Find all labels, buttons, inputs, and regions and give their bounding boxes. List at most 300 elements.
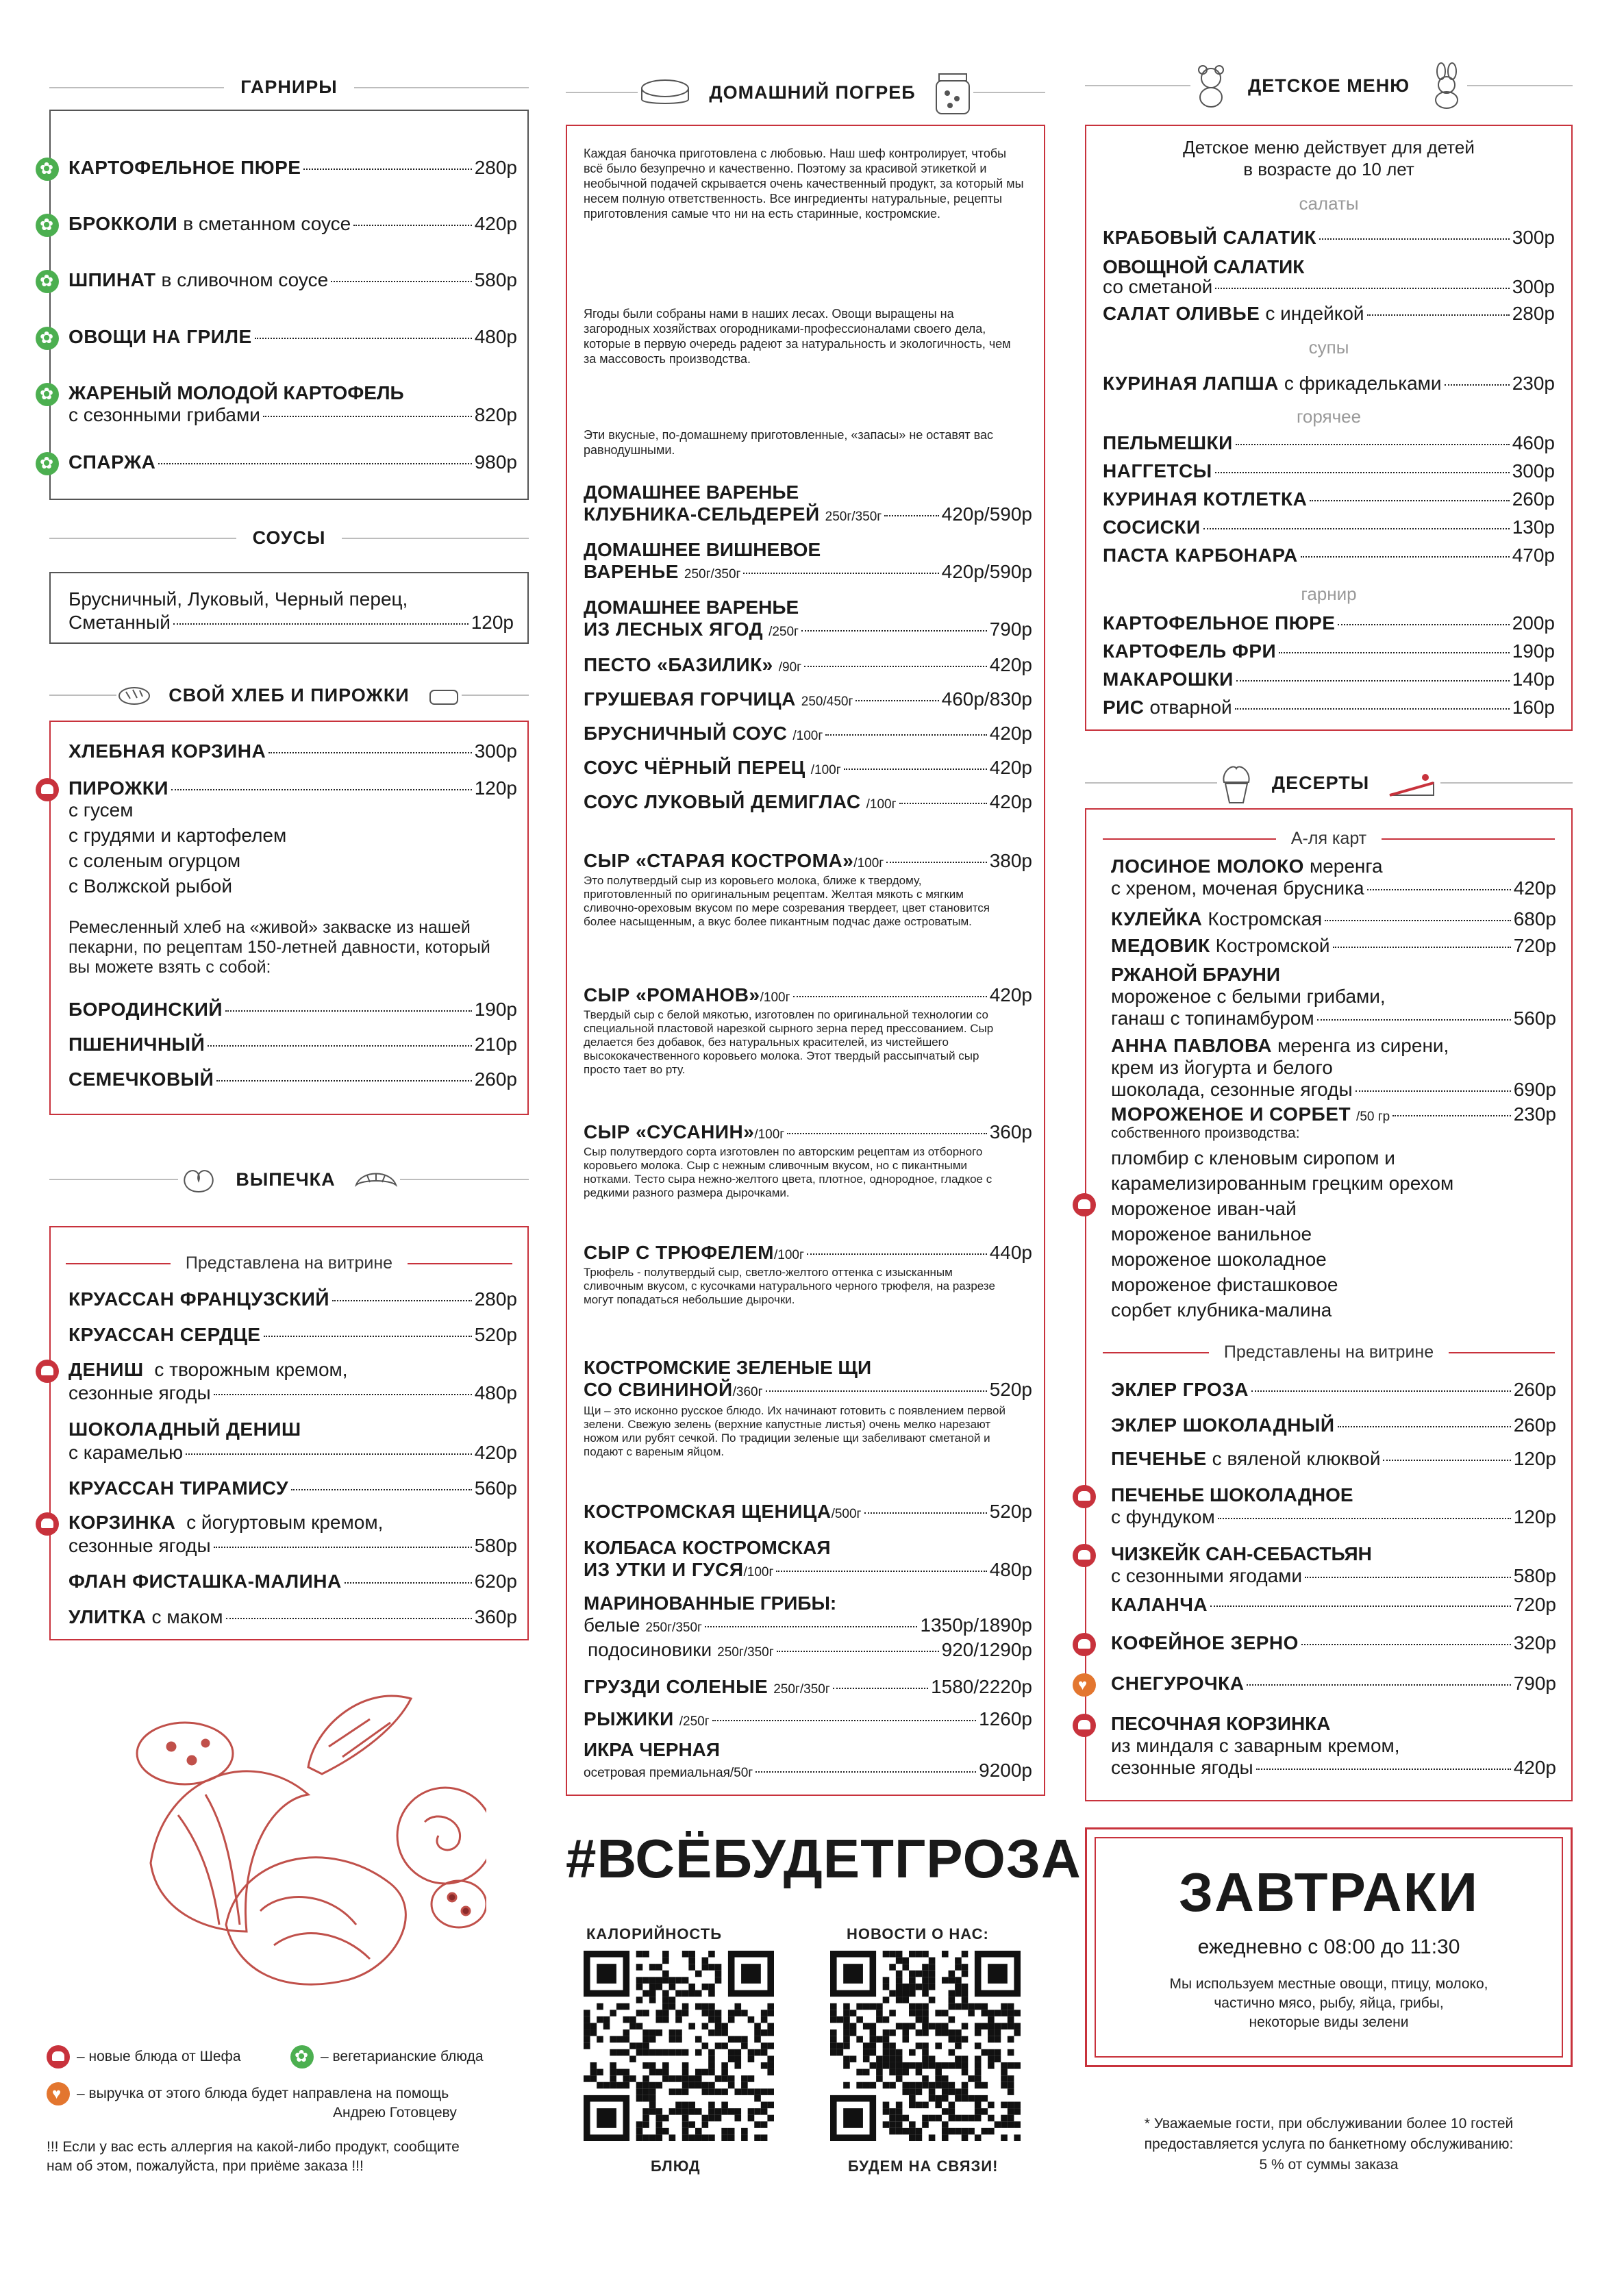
menu-item	[1111, 1414, 1556, 1437]
category-label: горячее	[1296, 406, 1362, 427]
item-name: ФЛАН ФИСТАШКА-МАЛИНА	[68, 1571, 342, 1592]
item-price: 300р	[1512, 460, 1555, 482]
dot-leader	[1392, 1115, 1510, 1116]
item-name: ПЕЧЕНЬЕ	[1111, 1448, 1207, 1469]
menu-item	[68, 1605, 517, 1629]
item-name: ЭКЛЕР ГРОЗА	[1111, 1379, 1249, 1400]
item-weight: 250/450г	[801, 695, 853, 709]
dot-leader	[864, 1512, 987, 1514]
ice-flavor: мороженое фисташковое	[1111, 1274, 1338, 1295]
dot-leader	[1367, 314, 1510, 316]
dot-leader	[331, 281, 472, 282]
item-name: КРУАССАН ФРАНЦУЗСКИЙ	[68, 1288, 330, 1310]
dot-leader	[345, 1582, 472, 1584]
menu-item	[584, 1500, 1032, 1526]
menu-item	[1111, 1564, 1556, 1588]
menu-item	[68, 451, 517, 474]
item-name: КАРТОФЕЛЬНОЕ ПЮРЕ	[1103, 612, 1336, 634]
vegetarian-icon	[36, 383, 59, 406]
bread-icon	[116, 684, 152, 707]
section-title: СВОЙ ХЛЕБ И ПИРОЖКИ	[168, 684, 410, 705]
item-price: 360р	[474, 1606, 517, 1627]
menu-item	[1103, 696, 1555, 719]
hleb-note: Ремесленный хлеб на «живой» закваске из нашей пекарни, по рецептам 150-летней давности, который вы можете взять с собой:	[68, 918, 490, 977]
item-price: 720р	[1513, 935, 1556, 956]
pastry-illustration	[103, 1637, 486, 2021]
menu-item	[584, 756, 1032, 782]
item-price: 690р	[1513, 1079, 1556, 1100]
dot-leader	[263, 416, 472, 417]
menu-item	[1111, 1378, 1556, 1401]
item-name: САЛАТ ОЛИВЬЕ	[1103, 303, 1260, 324]
dot-leader	[787, 1133, 986, 1134]
dot-leader	[1247, 1684, 1510, 1686]
subtitle: Представлены на витрине	[1223, 1342, 1434, 1362]
section-title: ДОМАШНИЙ ПОГРЕБ	[709, 82, 916, 103]
item-price: 580р	[1513, 1565, 1556, 1586]
item-price: 280р	[474, 1288, 517, 1310]
item-price: 480р	[989, 1559, 1032, 1580]
section-header-sousy	[49, 527, 529, 549]
dot-leader	[291, 1489, 472, 1490]
dot-leader	[1305, 1577, 1511, 1578]
cake-slice-icon	[1386, 762, 1440, 803]
item-price: 420р	[989, 791, 1032, 812]
item-name: белые	[584, 1614, 640, 1636]
pretzel-icon	[178, 1164, 219, 1195]
item-weight: /250г	[769, 625, 799, 639]
item-price: 1260р	[979, 1708, 1032, 1729]
hashtag: #ВСЁБУДЕТГРОЗА	[566, 1828, 1082, 1889]
item-price: 120р	[1513, 1448, 1556, 1469]
item-desc: со сметаной	[1103, 276, 1213, 297]
dot-leader	[1301, 1644, 1511, 1645]
dot-leader	[743, 573, 938, 574]
item-name: КЛУБНИКА-СЕЛЬДЕРЕЙ	[584, 503, 820, 525]
item-name: БРОККОЛИ	[68, 213, 178, 234]
item-name: ВАРЕНЬЕ	[584, 561, 679, 582]
dot-leader	[1256, 1769, 1511, 1770]
dot-leader	[844, 768, 987, 770]
dot-leader	[833, 1688, 928, 1689]
item-price: 9200р	[979, 1760, 1032, 1781]
item-desc: Костромской	[1215, 935, 1330, 956]
item-price: 520р	[474, 1324, 517, 1345]
item-desc: собственного производства:	[1111, 1125, 1300, 1141]
item-name: КАРТОФЕЛЬ ФРИ	[1103, 640, 1277, 662]
deserty-vitrina	[1103, 1342, 1555, 1362]
loaf-icon	[426, 684, 462, 707]
qr-left-top: КАЛОРИЙНОСТЬ	[586, 1925, 723, 1942]
section-title: ВЫПЕЧКА	[236, 1169, 336, 1190]
dot-leader	[1319, 238, 1510, 240]
item-name-row	[68, 1418, 301, 1441]
vegetarian-icon	[36, 270, 59, 293]
section-title: СОУСЫ	[252, 527, 326, 548]
item-name: КАРТОФЕЛЬНОЕ ПЮРЕ	[68, 157, 301, 178]
menu-item	[1103, 612, 1555, 635]
item-weight: /360г	[732, 1385, 763, 1399]
deserty-alacarte	[1103, 829, 1555, 849]
item-name: КРУАССАН ТИРАМИСУ	[68, 1477, 289, 1499]
charity-icon	[1073, 1673, 1096, 1697]
zavtraki-note2: частично мясо, рыбу, яйца, грибы,	[1214, 1995, 1444, 2011]
item-name: РЫЖИКИ	[584, 1708, 674, 1729]
ice-flavor: мороженое иван-чай	[1111, 1198, 1297, 1219]
dot-leader	[208, 1045, 471, 1047]
dot-leader	[855, 700, 938, 701]
item-price: 380р	[989, 850, 1032, 871]
category-label: супы	[1308, 337, 1349, 358]
item-price: 620р	[474, 1571, 517, 1592]
dot-leader	[1356, 1090, 1511, 1092]
dot-leader	[899, 803, 987, 804]
item-name: СОСИСКИ	[1103, 516, 1201, 538]
item-name: ОВОЩИ НА ГРИЛЕ	[68, 326, 252, 347]
item-name: СПАРЖА	[68, 451, 156, 473]
chef-new-icon	[1073, 1714, 1096, 1737]
item-price: 420р	[989, 654, 1032, 675]
dot-leader	[1215, 472, 1510, 473]
dot-leader	[777, 1651, 939, 1652]
menu-item	[1103, 544, 1555, 567]
allergy-line2: нам об этом, пожалуйста, при приёме заказа !!!	[47, 2158, 364, 2174]
item-name: КУЛЕЙКА	[1111, 908, 1203, 929]
item-name: КОСТРОМСКАЯ ЩЕНИЦА	[584, 1501, 832, 1522]
item-desc: осетровая премиальная/50г	[584, 1766, 753, 1780]
item-desc: Костромская	[1208, 908, 1323, 929]
dot-leader	[755, 1771, 976, 1773]
item-name: БОРОДИНСКИЙ	[68, 999, 223, 1020]
item-desc: с фундуком	[1111, 1506, 1215, 1527]
item-name: ИЗ ЛЕСНЫХ ЯГОД	[584, 618, 764, 640]
item-weight: 250г/350г	[825, 510, 882, 524]
item-weight: /500г	[831, 1507, 862, 1521]
item-desc: с йогуртовым кремом,	[181, 1512, 384, 1533]
menu-item	[1103, 668, 1555, 691]
menu-item	[584, 1558, 1032, 1584]
menu-item	[68, 1477, 517, 1500]
dot-leader	[1203, 528, 1510, 529]
dot-leader	[712, 1720, 976, 1721]
kids-intro1: Детское меню действует для детей	[1183, 137, 1475, 158]
item-price: 470р	[1512, 545, 1555, 566]
item-name: СЫР С ТРЮФЕЛЕМ	[584, 1242, 774, 1263]
chef-new-icon	[47, 2045, 70, 2069]
item-weight: /100г	[760, 990, 790, 1005]
pirozhki-filling: с соленым огурцом	[68, 850, 241, 871]
item-desc: с творожным кремом,	[149, 1359, 348, 1380]
item-name: БРУСНИЧНЫЙ СОУС	[584, 723, 788, 744]
dot-leader	[214, 1394, 472, 1395]
menu-item	[584, 688, 1032, 714]
item-price: 790р	[1513, 1673, 1556, 1694]
item-name: ПЕЧЕНЬЕ ШОКОЛАДНОЕ	[1111, 1484, 1353, 1505]
section-title: ДЕСЕРТЫ	[1271, 772, 1370, 793]
dot-leader	[1383, 1460, 1510, 1461]
menu-item	[1103, 640, 1555, 663]
item-desc: отварной	[1149, 697, 1232, 718]
item-price: 230р	[1512, 373, 1555, 394]
dot-leader	[807, 1253, 987, 1255]
item-price: 420р	[1513, 1757, 1556, 1778]
pirozhki-filling: с Волжской рыбой	[68, 875, 232, 897]
item-name: ДЕНИШ	[68, 1359, 144, 1380]
dot-leader	[1317, 1019, 1511, 1021]
dot-leader	[1236, 444, 1510, 445]
item-price: 460р	[1512, 432, 1555, 453]
item-price: 190р	[474, 999, 517, 1020]
dot-leader	[216, 1080, 472, 1082]
section-title: ГАРНИРЫ	[240, 77, 338, 97]
item-name: ШПИНАТ	[68, 269, 156, 290]
vegetarian-icon	[36, 452, 59, 475]
item-name: СО СВИНИНОЙ	[584, 1379, 733, 1400]
item-price: 260р	[1513, 1414, 1556, 1436]
item-price: 520р	[989, 1379, 1032, 1400]
menu-item	[1111, 908, 1556, 931]
menu-item	[584, 1759, 1032, 1785]
item-name: ГРУЗДИ СОЛЕНЫЕ	[584, 1676, 769, 1697]
menu-item	[1111, 1593, 1556, 1616]
chef-new-icon	[36, 778, 59, 801]
chef-new-icon	[1073, 1485, 1096, 1508]
menu-item	[68, 998, 517, 1021]
item-price: 420р/590р	[941, 561, 1032, 582]
item-desc: сезонные ягоды	[1111, 1757, 1253, 1778]
item-weight: /100г	[853, 856, 884, 871]
item-name: ШОКОЛАДНЫЙ ДЕНИШ	[68, 1419, 301, 1440]
item-price: 790р	[989, 618, 1032, 640]
legend-chef: – новые блюда от Шефа	[77, 2049, 241, 2064]
menu-item	[584, 503, 1032, 529]
sousy-line1: Брусничный, Луковый, Черный перец,	[68, 588, 408, 610]
item-price: 230р	[1513, 1103, 1556, 1125]
item-desc: крем из йогурта и белого	[1111, 1057, 1333, 1078]
menu-item	[1111, 877, 1556, 900]
dot-leader	[1325, 920, 1511, 921]
vypechka-subtitle	[66, 1253, 512, 1273]
item-weight: /100г	[810, 763, 841, 777]
section-header-kids	[1085, 62, 1573, 110]
item-price: 580р	[474, 269, 517, 290]
menu-item	[68, 1382, 517, 1405]
item-name: ХЛЕБНАЯ КОРЗИНА	[68, 740, 266, 762]
item-name-row	[68, 1511, 383, 1534]
item-weight: /100г	[792, 729, 823, 743]
qr-code-calories[interactable]	[584, 1951, 774, 2141]
menu-item	[68, 212, 517, 236]
dot-leader	[1210, 1605, 1511, 1607]
item-name: ПЕСТО «БАЗИЛИК»	[584, 654, 773, 675]
vegetarian-icon	[36, 327, 59, 350]
chef-new-icon	[1073, 1193, 1096, 1216]
item-name: ЧИЗКЕЙК САН-СЕБАСТЬЯН	[1111, 1543, 1372, 1564]
zavtraki-title: ЗАВТРАКИ	[1179, 1862, 1479, 1923]
item-name: МАКАРОШКИ	[1103, 668, 1234, 690]
item-desc: с сезонными грибами	[68, 404, 260, 425]
section-header-pogreb	[566, 68, 1045, 116]
section-header-vypechka	[49, 1164, 529, 1195]
item-name-row	[1111, 1034, 1449, 1058]
qr-right-bottom: БУДЕМ НА СВЯЗИ!	[848, 2158, 999, 2175]
menu-item	[1111, 1632, 1556, 1655]
menu-item	[68, 268, 517, 292]
item-price: 140р	[1512, 668, 1555, 690]
dot-leader	[1445, 384, 1510, 386]
item-name: СЫР «СТАРАЯ КОСТРОМА»	[584, 850, 854, 871]
banquet-line1: * Уважаемые гости, при обслуживании более 10 гостей	[1144, 2116, 1514, 2132]
item-desc: с фрикадельками	[1284, 373, 1442, 394]
category-label: гарнир	[1301, 584, 1357, 604]
item-desc: с сезонными ягодами	[1111, 1565, 1303, 1586]
item-price: 120р	[474, 777, 517, 799]
item-name: МЕДОВИК	[1111, 935, 1210, 956]
item-price: 460р/830р	[941, 688, 1032, 710]
menu-item	[584, 722, 1032, 748]
divider	[1103, 1352, 1209, 1353]
item-desc: мороженое с белыми грибами,	[1111, 986, 1386, 1007]
dot-leader	[303, 168, 471, 170]
menu-item	[68, 1288, 517, 1311]
section-title: ДЕТСКОЕ МЕНЮ	[1247, 75, 1410, 96]
dot-leader	[1367, 889, 1511, 890]
dot-leader	[1218, 1518, 1511, 1519]
dot-leader	[226, 1618, 472, 1619]
jar-icon	[932, 68, 973, 116]
item-price: 300р	[1512, 227, 1555, 248]
vegetarian-icon	[290, 2045, 314, 2069]
menu-item	[1103, 226, 1555, 249]
item-price: 520р	[989, 1501, 1032, 1522]
item-desc-line2: с карамелью	[68, 1442, 184, 1463]
menu-item	[68, 403, 517, 427]
ice-flavor: мороженое ванильное	[1111, 1223, 1312, 1245]
item-desc: Твердый сыр с белой мякотью, изготовлен по оригинальной технологии со специальной пластовой нарезкой сырного зерна перед прессованием. Сыр делается без добавок, без натуральных красителей, из чистейшего высококачественного коровьего молока. Этот твердый рассыпчатый сыр просто тает во рту.	[584, 1008, 994, 1076]
menu-item	[68, 1570, 517, 1593]
item-name: РИС	[1103, 697, 1145, 718]
dot-leader	[825, 734, 986, 736]
teddy-bear-icon	[1190, 62, 1232, 110]
menu-item	[1111, 1447, 1556, 1471]
item-price: 420р	[989, 984, 1032, 1005]
pogreb-intro2: Ягоды были собраны нами в наших лесах. Овощи выращены на загородных хозяйствах огородниками-профессионалами своего дела, которые в первую очередь радеют за натуральность и экологичность, чем за массовость производства.	[584, 307, 1011, 366]
item-name: КУРИНАЯ ЛАПША	[1103, 373, 1279, 394]
ice-flavor: карамелизированным грецким орехом	[1111, 1173, 1454, 1194]
menu-item	[584, 849, 1032, 875]
item-name: КРУАССАН СЕРДЦЕ	[68, 1324, 261, 1345]
item-desc: в сметанном соусе	[183, 213, 351, 234]
menu-item	[1111, 1078, 1556, 1101]
bunny-icon	[1426, 62, 1467, 110]
dot-leader	[353, 225, 471, 226]
item-name: ПЕСОЧНАЯ КОРЗИНКА	[1111, 1713, 1331, 1734]
section-header-garniry	[49, 77, 529, 98]
item-price: 320р	[1513, 1632, 1556, 1653]
hleb-pirozhki	[68, 777, 517, 800]
item-desc: Сыр полутвердого сорта изготовлен по авторским рецептам из отборного коровьего молока. Сыр с нежным сливочным вкусом, но с пикантными нотками. Тесто сыра нежно-желтого цвета, плотное, однородное, гладкое с редкими разного размера дырочками.	[584, 1145, 992, 1199]
item-price: 260р	[1513, 1379, 1556, 1400]
legend-veg: – вегетарианские блюда	[321, 2049, 484, 2064]
divider	[1449, 1352, 1555, 1353]
item-price: 120р	[1513, 1506, 1556, 1527]
charity-icon	[47, 2082, 70, 2105]
item-price: 440р	[989, 1242, 1032, 1263]
item-price: 420р	[989, 723, 1032, 744]
ice-flavor: пломбир с кленовым сиропом и	[1111, 1147, 1395, 1169]
item-name-line1: ДОМАШНЕЕ ВАРЕНЬЕ	[584, 482, 799, 503]
item-price: 360р	[989, 1121, 1032, 1142]
item-weight: 250г/350г	[645, 1621, 702, 1635]
menu-item	[68, 156, 517, 179]
item-name: СОУС ЧЁРНЫЙ ПЕРЕЦ	[584, 757, 805, 778]
item-name: СЫР «РОМАНОВ»	[584, 984, 760, 1005]
item-desc: шоколада, сезонные ягоды	[1111, 1079, 1353, 1100]
dot-leader	[1215, 288, 1509, 289]
cheese-icon	[638, 72, 692, 113]
item-name: НАГГЕТСЫ	[1103, 460, 1212, 482]
menu-item	[588, 1638, 1032, 1664]
menu-item	[68, 1323, 517, 1347]
qr-code-news[interactable]	[830, 1951, 1021, 2141]
sousy-line2	[68, 611, 514, 634]
category-label: салаты	[1299, 193, 1359, 214]
item-weight: 250г/350г	[773, 1682, 830, 1697]
item-desc: меренга	[1309, 855, 1383, 877]
sousy-name: Сметанный	[68, 612, 171, 633]
dot-leader	[255, 338, 472, 339]
menu-item	[1111, 1505, 1556, 1529]
menu-item	[1111, 1756, 1556, 1779]
item-name: ИЗ УТКИ И ГУСЯ	[584, 1559, 744, 1580]
item-name: ЭКЛЕР ШОКОЛАДНЫЙ	[1111, 1414, 1335, 1436]
item-price: 720р	[1513, 1594, 1556, 1615]
item-name: КУРИНАЯ КОТЛЕТКА	[1103, 488, 1308, 510]
item-name: КАЛАНЧА	[1111, 1594, 1208, 1615]
menu-item	[584, 1675, 1032, 1701]
chef-new-icon	[1073, 1544, 1096, 1567]
item-name-line1: КОЛБАСА КОСТРОМСКАЯ	[584, 1537, 831, 1558]
menu-item	[584, 1708, 1032, 1734]
item-name-line1: ДОМАШНЕЕ ВИШНЕВОЕ	[584, 539, 821, 560]
item-desc-line2: сезонные ягоды	[68, 1535, 211, 1556]
legend-charity1: – выручка от этого блюда будет направлена на помощь	[77, 2086, 449, 2101]
ice-flavor: мороженое шоколадное	[1111, 1249, 1327, 1270]
menu-item	[68, 325, 517, 349]
dot-leader	[1279, 652, 1510, 653]
dot-leader	[1236, 680, 1510, 682]
ice-flavor: сорбет клубника-малина	[1111, 1299, 1332, 1321]
chef-new-icon	[36, 1360, 59, 1383]
item-name: СОУС ЛУКОВЫЙ ДЕМИГЛАС	[584, 791, 861, 812]
allergy-line1: !!! Если у вас есть аллергия на какой-либо продукт, сообщите	[47, 2139, 460, 2155]
item-price: 1350р/1890р	[920, 1614, 1032, 1636]
item-desc: с вяленой клюквой	[1212, 1448, 1381, 1469]
menu-item	[584, 790, 1032, 816]
item-desc-line2: сезонные ягоды	[68, 1382, 211, 1403]
section-header-deserty	[1085, 759, 1573, 807]
item-desc: Трюфель - полутвердый сыр, светло-желтого оттенка с изысканным сливочным вкусом, с кусочками натурального черного трюфеля, на разрезе могут попадаться небольшие дырочки.	[584, 1266, 995, 1306]
item-desc: ганаш с топинамбуром	[1111, 1008, 1314, 1029]
chef-new-icon	[1073, 1633, 1096, 1656]
sousy-price: 120р	[471, 612, 514, 633]
item-name: ЛОСИНОЕ МОЛОКО	[1111, 855, 1304, 877]
item-price: 300р	[1512, 276, 1555, 297]
item-price: 680р	[1513, 908, 1556, 929]
cupcake-icon	[1217, 759, 1256, 807]
item-name: КОРЗИНКА	[68, 1512, 176, 1533]
menu-item	[68, 1068, 517, 1091]
